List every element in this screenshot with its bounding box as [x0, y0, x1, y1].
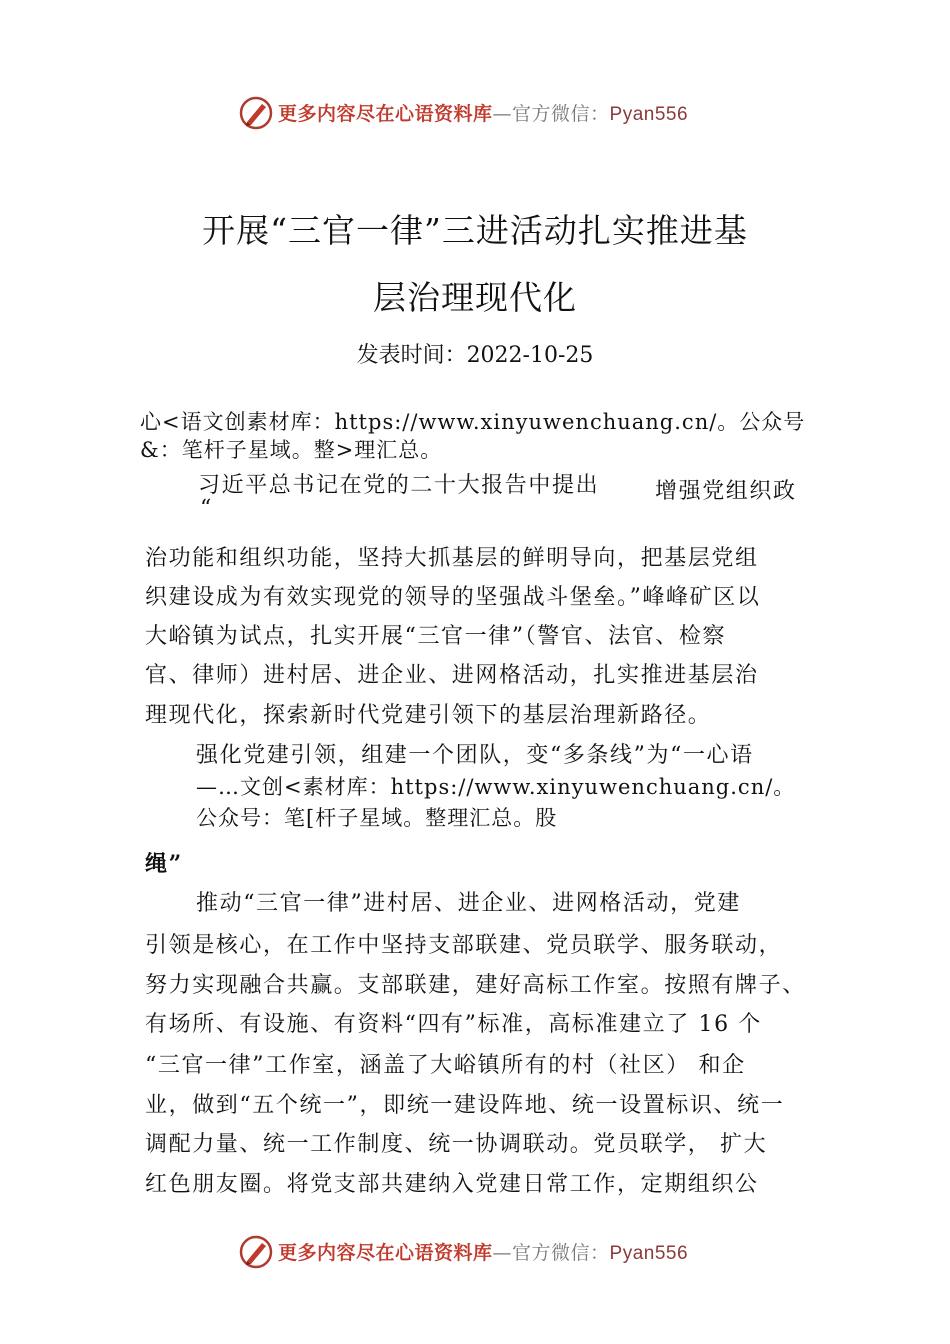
watermark-line: 公众号：笔[杆子星域。整理汇总。股: [196, 806, 558, 830]
pen-logo-icon: [238, 95, 274, 131]
document-title-line-2: 层治理现代化: [373, 278, 577, 317]
paragraph-line: 织建设成为有效实现党的领导的坚强战斗堡垒。”峰峰矿区以: [145, 585, 761, 610]
footer-banner: [0, 1232, 950, 1272]
banner-text: 更多内容尽在心语资料库—官方微信：Pyan556: [278, 1242, 689, 1264]
paragraph-line: 努力实现融合共赢。支部联建，建好高标工作室。按照有牌子、: [145, 973, 806, 998]
section-heading-tail: 绳”: [145, 851, 183, 877]
paragraph-line: 官、律师）进村居、进企业、进网格活动，扎实推进基层治: [145, 663, 759, 688]
paragraph-line: 大峪镇为试点，扎实开展“三官一律”（警官、法官、检察: [145, 624, 727, 649]
paragraph-line: 理现代化，探索新时代党建引领下的基层治理新路径。: [145, 703, 712, 728]
pen-logo-icon: [238, 1234, 274, 1270]
paragraph-line: 引领是核心，在工作中坚持支部联建、党员联学、服务联动，: [145, 933, 783, 958]
paragraph-line: 习近平总书记在党的二十大报告中提出: [198, 473, 600, 498]
paragraph-line: 增强党组织政: [655, 479, 797, 504]
paragraph-line: 红色朋友圈。将党支部共建纳入党建日常工作，定期组织公: [145, 1172, 759, 1197]
paragraph-line: 推动“三官一律”进村居、进企业、进网格活动，党建: [196, 891, 741, 916]
paragraph-line: 强化党建引领，组建一个团队，变“多条线”为“一心语: [196, 743, 754, 768]
watermark-line: —…文创<素材库：https://www.xinyuwenchuang.cn/。: [196, 775, 796, 799]
paragraph-line: 业，做到“五个统一”，即统一建设阵地、统一设置标识、统一: [145, 1093, 785, 1118]
watermark-line: &：笔杆子星域。整>理汇总。: [140, 438, 443, 462]
paragraph-line: 治功能和组织功能，坚持大抓基层的鲜明导向，把基层党组: [145, 546, 759, 571]
paragraph-line: “三官一律”工作室，涵盖了大峪镇所有的村（社区） 和企: [145, 1053, 746, 1078]
paragraph-line: 有场所、有设施、有资料“四有”标准，高标准建立了 16 个: [145, 1012, 762, 1037]
quote-mark: “: [200, 496, 213, 521]
header-banner: [0, 93, 950, 133]
paragraph-line: 调配力量、统一工作制度、统一协调联动。党员联学， 扩大: [145, 1132, 768, 1157]
document-title-line-1: 开展“三官一律”三进活动扎实推进基: [202, 211, 748, 250]
banner-text: 更多内容尽在心语资料库—官方微信：Pyan556: [278, 103, 689, 125]
publish-date: 发表时间：2022-10-25: [356, 343, 594, 368]
watermark-line: 心<语文创素材库：https://www.xinyuwenchuang.cn/。公众号: [140, 410, 806, 434]
